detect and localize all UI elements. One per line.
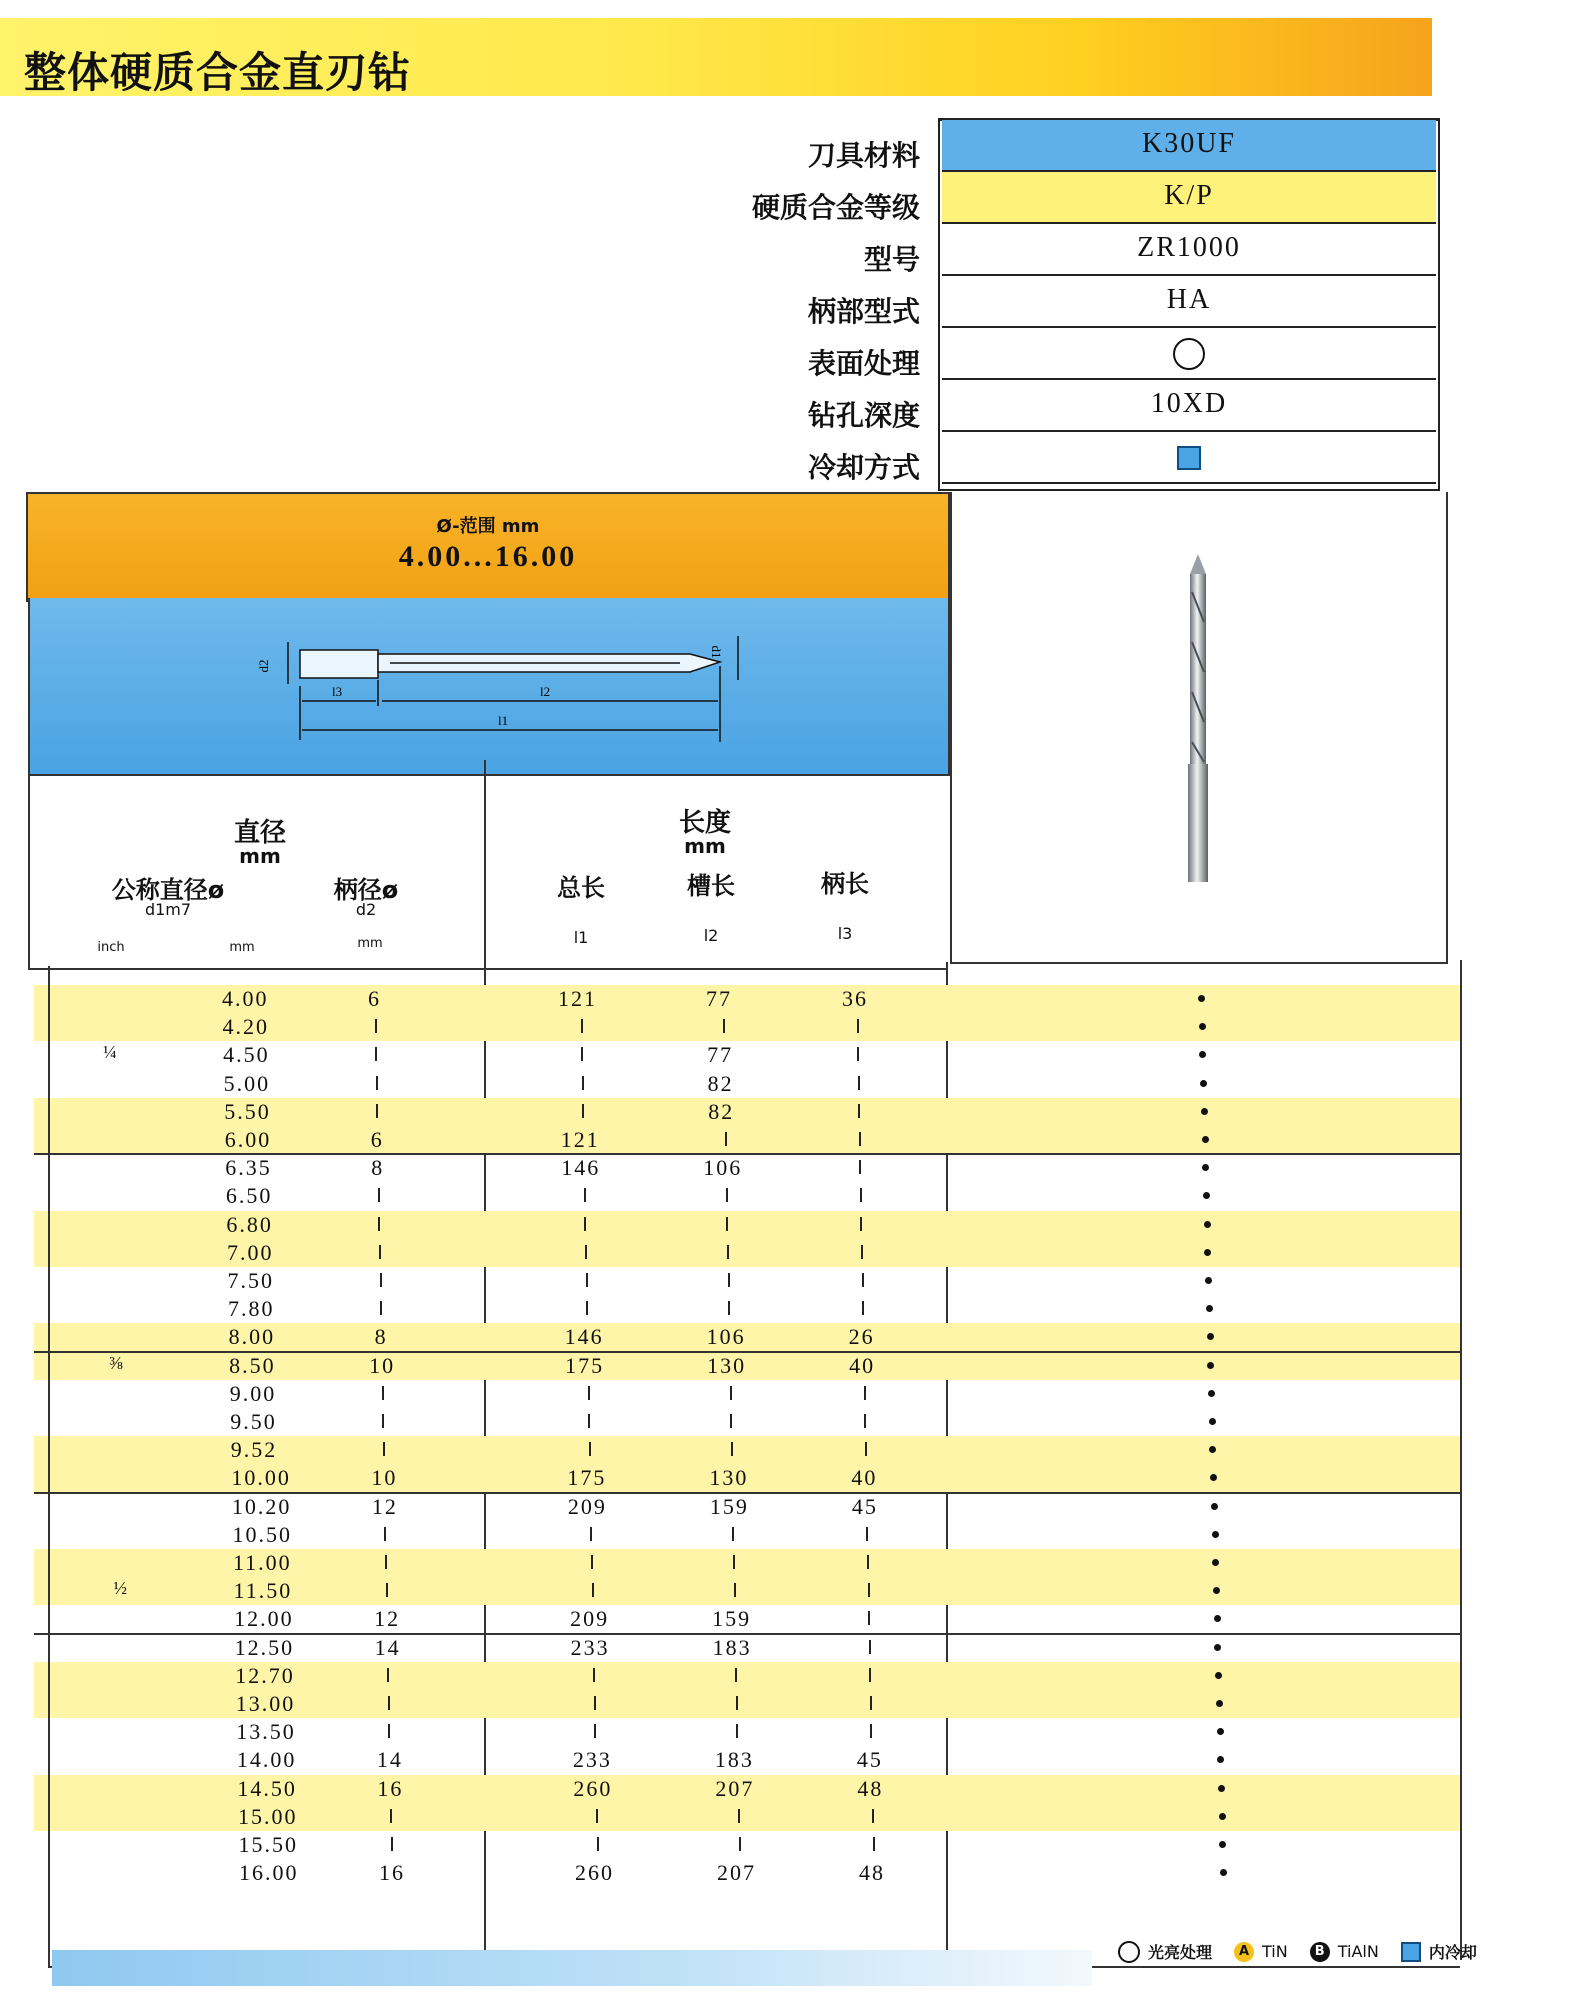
shank-shape — [300, 650, 378, 678]
legend — [1118, 1940, 1477, 1963]
spec-value — [942, 328, 1436, 380]
continuation-dash — [864, 1386, 866, 1400]
cell-d1: 10.20 — [231, 1493, 292, 1519]
continuation-dash — [866, 1527, 868, 1541]
continuation-dash — [584, 1217, 586, 1231]
continuation-dash — [591, 1555, 593, 1569]
continuation-dash — [378, 1217, 380, 1231]
availability-dot — [1216, 1700, 1223, 1707]
table-left-border — [48, 966, 50, 1968]
continuation-dash — [739, 1837, 741, 1851]
cell-d2: 8 — [371, 1155, 385, 1181]
continuation-dash — [732, 1527, 734, 1541]
d1-label: d1 — [709, 645, 724, 659]
cell-d1: 9.00 — [229, 1380, 277, 1406]
spec-label: 钻孔深度 — [807, 399, 920, 432]
shank-dia-sub: d2 — [355, 900, 377, 919]
cell-l2: 82 — [707, 1070, 734, 1096]
cell-l3: 36 — [842, 986, 868, 1011]
availability-dot — [1215, 1672, 1222, 1679]
availability-dot — [1211, 1503, 1218, 1510]
continuation-dash — [857, 1047, 859, 1061]
cell-d2: 10 — [369, 1352, 396, 1378]
continuation-dash — [868, 1583, 870, 1597]
group-separator — [34, 1153, 1460, 1155]
shank-dia-header: 柄径ø — [333, 876, 399, 904]
spec-value — [942, 432, 1436, 484]
cell-d2: 16 — [379, 1860, 406, 1886]
continuation-dash — [861, 1245, 863, 1259]
cell-l1: 260 — [575, 1860, 615, 1886]
cell-l3: 40 — [849, 1352, 876, 1378]
cell-l3: 26 — [848, 1324, 875, 1350]
continuation-dash — [867, 1555, 869, 1569]
page-title: 整体硬质合金直刃钻 — [24, 48, 412, 97]
legend-internal: 内冷却 — [1428, 1943, 1477, 1962]
continuation-dash — [382, 1386, 384, 1400]
availability-dot — [1200, 1080, 1207, 1087]
continuation-dash — [873, 1837, 875, 1851]
cell-d1: 6.50 — [225, 1183, 273, 1209]
continuation-dash — [585, 1245, 587, 1259]
product-image-panel — [950, 492, 1448, 964]
cell-d1: 14.50 — [237, 1775, 297, 1801]
availability-dot — [1217, 1728, 1224, 1735]
cell-d2: 6 — [370, 1127, 384, 1152]
continuation-dash — [725, 1132, 727, 1146]
tin-badge-icon: A — [1234, 1942, 1254, 1962]
cell-d1: 13.50 — [236, 1719, 296, 1745]
legend-tialn: TiAlN — [1337, 1942, 1379, 1961]
drill-tip — [1190, 554, 1206, 574]
cell-l1: 260 — [573, 1775, 613, 1801]
continuation-dash — [869, 1640, 871, 1654]
continuation-dash — [379, 1245, 381, 1259]
group-separator — [34, 1633, 1460, 1635]
total-length-header: 总长 — [557, 874, 605, 902]
flute-length-header: 槽长 — [687, 872, 735, 900]
availability-dot — [1212, 1531, 1219, 1538]
d2-label: d2 — [256, 659, 271, 673]
continuation-dash — [376, 1076, 378, 1090]
continuation-dash — [589, 1442, 591, 1456]
cell-d1: 14.00 — [236, 1747, 297, 1773]
availability-dot — [1219, 1813, 1226, 1820]
cell-l1: 209 — [570, 1606, 610, 1632]
cell-l2: 106 — [703, 1155, 743, 1181]
cell-d1: 15.00 — [237, 1803, 298, 1829]
legend-tin: TiN — [1262, 1942, 1288, 1961]
availability-dot — [1218, 1785, 1225, 1792]
cell-l2: 77 — [707, 1042, 734, 1068]
cell-d1: 10.50 — [232, 1521, 292, 1547]
cell-d1: 6.00 — [224, 1127, 272, 1152]
availability-dot — [1202, 1136, 1209, 1143]
continuation-dash — [584, 1188, 586, 1202]
cell-d1: 9.52 — [230, 1437, 278, 1463]
availability-dot — [1207, 1362, 1214, 1369]
mm-header-1: mm — [229, 940, 255, 955]
diameter-unit: mm — [239, 844, 281, 868]
cell-d1: 4.20 — [222, 1014, 270, 1040]
continuation-dash — [864, 1414, 866, 1428]
drill-photo — [952, 492, 1446, 962]
continuation-dash — [588, 1414, 590, 1428]
cell-l1: 233 — [570, 1634, 610, 1660]
cell-d1: 12.50 — [234, 1634, 295, 1660]
cell-d2: 8 — [374, 1324, 388, 1350]
cell-l2: 130 — [709, 1465, 749, 1491]
cell-l2: 159 — [712, 1606, 752, 1632]
availability-dot — [1208, 1390, 1215, 1397]
continuation-dash — [588, 1386, 590, 1400]
cell-d1: 4.00 — [222, 986, 269, 1011]
continuation-dash — [376, 1104, 378, 1118]
spec-label: 硬质合金等级 — [751, 191, 920, 224]
continuation-dash — [596, 1809, 598, 1823]
continuation-dash — [375, 1019, 377, 1033]
cell-d2: 14 — [374, 1634, 401, 1660]
cell-l2: 207 — [717, 1860, 757, 1886]
cell-l2: 77 — [706, 986, 732, 1011]
continuation-dash — [860, 1217, 862, 1231]
continuation-dash — [388, 1696, 390, 1710]
cell-d2: 16 — [377, 1775, 404, 1801]
cell-d2: 12 — [371, 1493, 398, 1519]
availability-dot — [1209, 1418, 1216, 1425]
continuation-dash — [733, 1555, 735, 1569]
continuation-dash — [383, 1442, 385, 1456]
drill-shank — [1188, 764, 1208, 882]
cell-inch: ½ — [113, 1578, 130, 1599]
cell-d1: 7.50 — [227, 1268, 274, 1293]
continuation-dash — [872, 1809, 874, 1823]
cell-d1: 7.00 — [226, 1239, 274, 1265]
cell-l1: 146 — [564, 1324, 604, 1350]
continuation-dash — [385, 1555, 387, 1569]
footer-band — [52, 1950, 1092, 1986]
cell-l2: 183 — [714, 1747, 754, 1773]
cell-d1: 5.50 — [224, 1098, 271, 1124]
spec-label: 表面处理 — [807, 347, 920, 380]
cell-d1: 10.00 — [231, 1465, 291, 1491]
l1-label: l1 — [498, 713, 509, 728]
inch-header: inch — [97, 940, 125, 955]
cell-d2: 10 — [371, 1465, 398, 1491]
continuation-dash — [727, 1245, 729, 1259]
cell-inch: ⅜ — [109, 1352, 125, 1373]
cell-d1: 12.00 — [234, 1606, 294, 1632]
continuation-dash — [862, 1301, 864, 1315]
continuation-dash — [378, 1188, 380, 1202]
shank-length-sub: l3 — [837, 924, 853, 943]
availability-dot — [1207, 1333, 1214, 1340]
continuation-dash — [730, 1386, 732, 1400]
cell-l1: 175 — [565, 1352, 605, 1378]
blue-square-icon — [1401, 1942, 1421, 1962]
continuation-dash — [726, 1188, 728, 1202]
cell-l3: 45 — [851, 1493, 878, 1519]
continuation-dash — [857, 1019, 859, 1033]
continuation-dash — [860, 1188, 862, 1202]
continuation-dash — [730, 1414, 732, 1428]
nominal-sub: d1m7 — [144, 900, 192, 919]
cell-d1: 8.00 — [228, 1324, 276, 1350]
continuation-dash — [384, 1527, 386, 1541]
availability-dot — [1206, 1305, 1213, 1312]
spec-value: ZR1000 — [942, 224, 1436, 276]
diameter-group-label: 直径 — [233, 818, 286, 848]
cell-l2: 130 — [707, 1352, 747, 1378]
continuation-dash — [594, 1696, 596, 1710]
continuation-dash — [731, 1442, 733, 1456]
continuation-dash — [391, 1837, 393, 1851]
continuation-dash — [582, 1104, 584, 1118]
shank-length-header: 柄长 — [821, 870, 869, 898]
continuation-dash — [870, 1724, 872, 1738]
cell-l3: 48 — [857, 1775, 884, 1801]
cell-l1: 121 — [560, 1127, 600, 1152]
cell-d1: 6.80 — [226, 1211, 273, 1237]
continuation-dash — [586, 1273, 588, 1287]
cell-l1: 146 — [561, 1155, 601, 1181]
cell-d1: 8.50 — [229, 1352, 276, 1378]
cell-d1: 11.00 — [233, 1550, 292, 1575]
continuation-dash — [728, 1301, 730, 1315]
continuation-dash — [738, 1809, 740, 1823]
continuation-dash — [865, 1442, 867, 1456]
continuation-dash — [581, 1019, 583, 1033]
l2-label: l2 — [540, 684, 551, 699]
spec-label: 型号 — [863, 243, 920, 276]
tialn-badge-icon: B — [1310, 1942, 1330, 1962]
cell-d1: 12.70 — [235, 1662, 295, 1688]
group-separator — [34, 1351, 1460, 1353]
cell-l1: 233 — [572, 1747, 612, 1773]
availability-dot — [1204, 1221, 1211, 1228]
cell-d1: 15.50 — [238, 1832, 298, 1857]
spec-value: K/P — [942, 172, 1436, 224]
blue-square-icon — [1177, 446, 1201, 470]
continuation-dash — [859, 1160, 861, 1174]
length-unit: mm — [684, 834, 726, 858]
drill-dimension-svg — [30, 598, 948, 774]
spec-value: HA — [942, 276, 1436, 328]
range-label: Ø-范围 mm — [436, 516, 540, 537]
cell-d2: 12 — [374, 1606, 401, 1632]
continuation-dash — [581, 1047, 583, 1061]
hollow-circle-icon — [1173, 338, 1205, 370]
availability-dot — [1198, 995, 1205, 1002]
cell-l1: 209 — [567, 1493, 607, 1519]
continuation-dash — [592, 1583, 594, 1597]
continuation-dash — [590, 1527, 592, 1541]
spec-label: 刀具材料 — [807, 139, 920, 172]
continuation-dash — [869, 1668, 871, 1682]
continuation-dash — [390, 1809, 392, 1823]
cell-d1: 5.00 — [223, 1070, 271, 1096]
mm-header-2: mm — [357, 936, 383, 951]
continuation-dash — [859, 1132, 861, 1146]
continuation-dash — [380, 1301, 382, 1315]
spec-value: 10XD — [942, 380, 1436, 432]
cell-l2: 106 — [706, 1324, 746, 1350]
hollow-circle-icon — [1118, 1941, 1140, 1963]
availability-dot — [1199, 1023, 1206, 1030]
cell-d2: 6 — [368, 986, 381, 1011]
range-band — [26, 492, 950, 602]
cell-l2: 82 — [708, 1098, 735, 1124]
cell-l1: 121 — [558, 986, 597, 1011]
cell-d1: 13.00 — [235, 1691, 296, 1716]
continuation-dash — [868, 1611, 870, 1625]
cell-inch: ¼ — [103, 1042, 119, 1063]
cell-d1: 16.00 — [239, 1860, 299, 1886]
cell-l3: 40 — [851, 1465, 878, 1491]
spec-label: 柄部型式 — [807, 295, 920, 328]
flute-length-sub: l2 — [703, 926, 719, 945]
continuation-dash — [387, 1668, 389, 1682]
cell-l2: 159 — [709, 1493, 749, 1519]
legend-bright: 光亮处理 — [1148, 1943, 1213, 1962]
cell-l3: 45 — [856, 1747, 883, 1773]
continuation-dash — [380, 1273, 382, 1287]
continuation-dash — [858, 1076, 860, 1090]
continuation-dash — [736, 1724, 738, 1738]
nominal-header: 公称直径ø — [111, 876, 225, 904]
continuation-dash — [728, 1273, 730, 1287]
continuation-dash — [375, 1047, 377, 1061]
continuation-dash — [870, 1696, 872, 1710]
continuation-dash — [723, 1019, 725, 1033]
continuation-dash — [862, 1273, 864, 1287]
spec-value: K30UF — [942, 120, 1436, 172]
continuation-dash — [735, 1668, 737, 1682]
cell-l2: 183 — [712, 1634, 752, 1660]
range-value: 4.00...16.00 — [398, 540, 578, 573]
l3-label: l3 — [332, 684, 343, 699]
continuation-dash — [586, 1301, 588, 1315]
continuation-dash — [726, 1217, 728, 1231]
cell-d1: 11.50 — [233, 1578, 293, 1604]
length-group-label: 长度 — [678, 808, 731, 838]
cell-d1: 6.35 — [225, 1155, 272, 1181]
continuation-dash — [597, 1837, 599, 1851]
total-length-sub: l1 — [573, 928, 589, 947]
group-separator — [34, 1492, 1460, 1494]
cell-d1: 9.50 — [230, 1409, 277, 1434]
cell-d1: 7.80 — [228, 1296, 275, 1322]
continuation-dash — [593, 1668, 595, 1682]
cell-l2: 207 — [715, 1775, 755, 1801]
cell-d2: 14 — [376, 1747, 403, 1773]
continuation-dash — [594, 1724, 596, 1738]
availability-dot — [1201, 1108, 1208, 1115]
spec-label: 冷却方式 — [807, 451, 920, 484]
cell-d1: 4.50 — [223, 1042, 270, 1068]
continuation-dash — [858, 1104, 860, 1118]
continuation-dash — [582, 1076, 584, 1090]
continuation-dash — [382, 1414, 384, 1428]
continuation-dash — [388, 1724, 390, 1738]
cell-l3: 48 — [859, 1860, 886, 1886]
continuation-dash — [734, 1583, 736, 1597]
cell-l1: 175 — [567, 1465, 607, 1491]
drill-diagram — [28, 598, 950, 776]
continuation-dash — [736, 1696, 738, 1710]
table-right-border — [1460, 960, 1462, 1960]
continuation-dash — [386, 1583, 388, 1597]
